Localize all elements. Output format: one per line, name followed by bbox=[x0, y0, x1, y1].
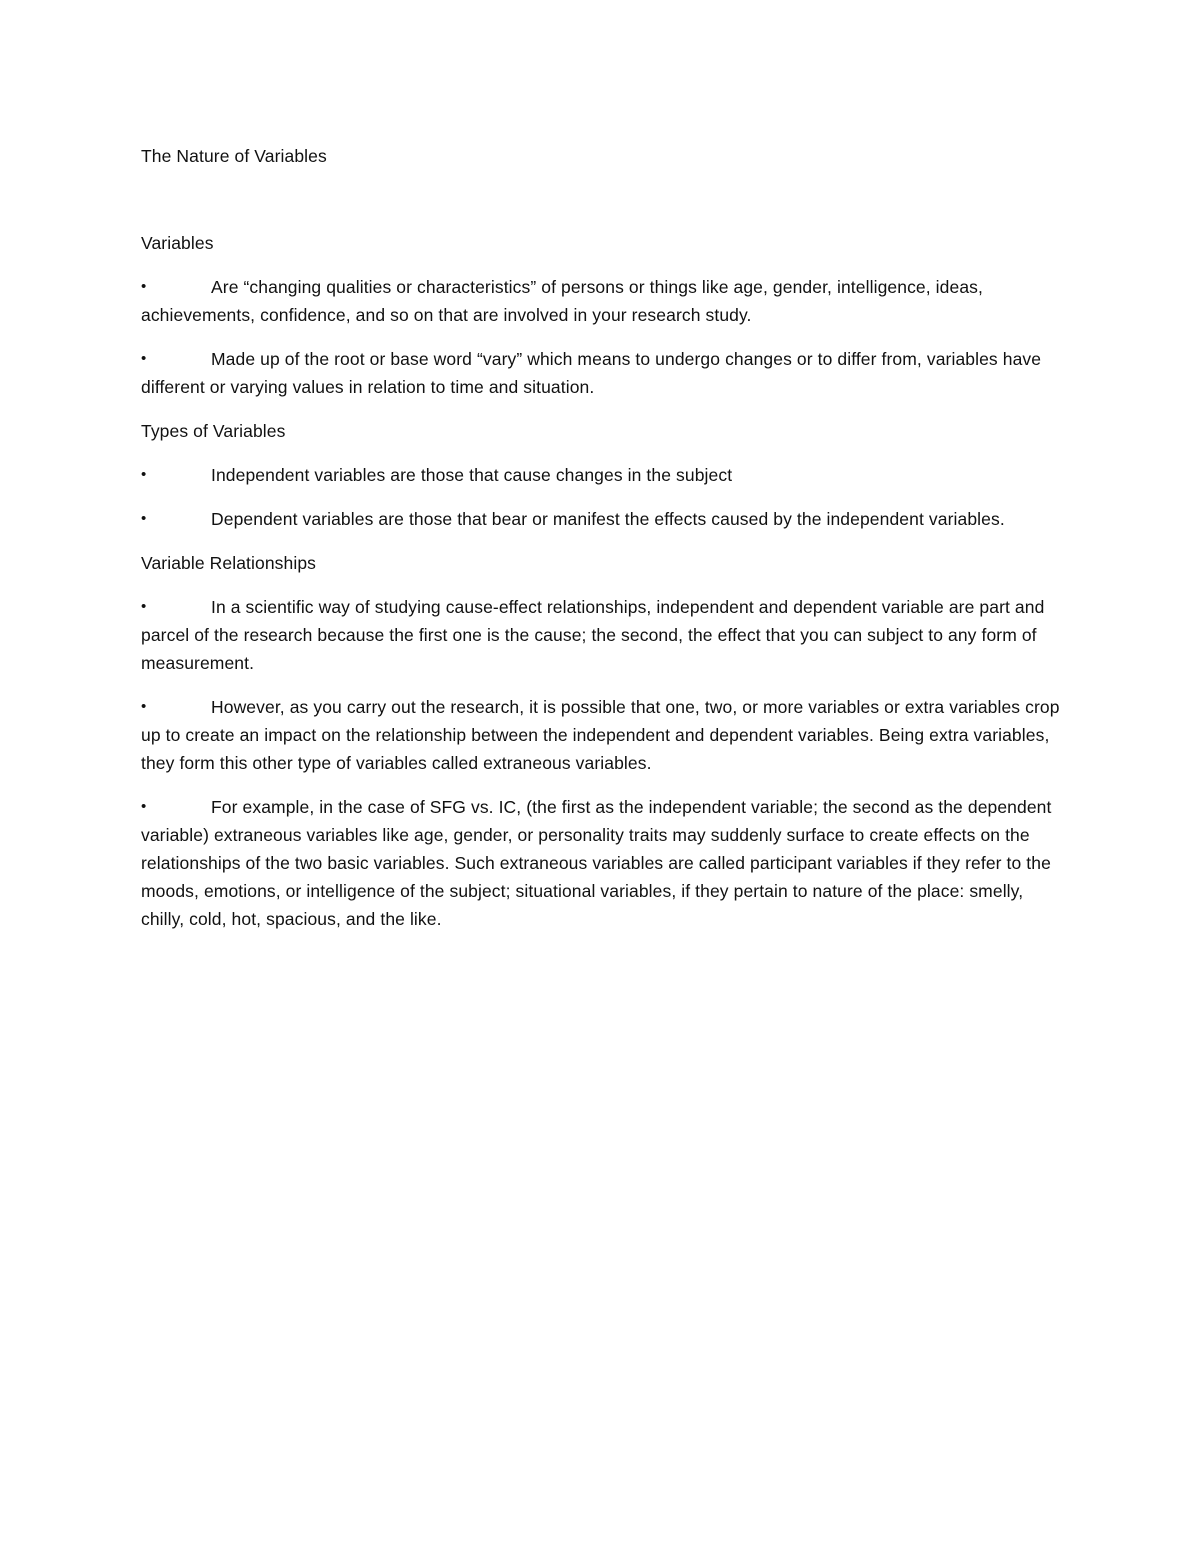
list-item-text: In a scientific way of studying cause-effect relationships, independent and dependent variable are part and parcel of the research because the first one is the cause; the second, the effect that you can subject to any form of measurement. bbox=[141, 597, 1045, 673]
section-types-of-variables bbox=[141, 417, 1061, 533]
bullet-list bbox=[141, 461, 1061, 533]
bullet-list bbox=[141, 273, 1061, 401]
section-heading: Variables bbox=[141, 233, 214, 253]
bullet-icon: • bbox=[141, 598, 147, 615]
list-item bbox=[141, 593, 1061, 677]
list-item-text: For example, in the case of SFG vs. IC, (the first as the independent variable; the second as the dependent variable) extraneous variables like age, gender, or personality traits may suddenly surface to create effects on the relationships of the two basic variables. Such extraneous variables are called participant variables if they refer to the moods, emotions, or intelligence of the subject; situational variables, if they pertain to nature of the place: smelly, chilly, cold, hot, spacious, and the like. bbox=[141, 797, 1052, 929]
bullet-icon: • bbox=[141, 698, 147, 715]
list-item-text: Made up of the root or base word “vary” which means to undergo changes or to differ from, variables have different or varying values in relation to time and situation. bbox=[141, 349, 1042, 397]
section-variable-relationships bbox=[141, 549, 1061, 933]
section-heading: Types of Variables bbox=[141, 421, 286, 441]
list-item-text: Dependent variables are those that bear or manifest the effects caused by the independent variables. bbox=[211, 509, 1005, 529]
list-item bbox=[141, 793, 1061, 933]
bullet-icon: • bbox=[141, 350, 147, 367]
list-item-text: However, as you carry out the research, it is possible that one, two, or more variables or extra variables crop up to create an impact on the relationship between the independent and dependent variables. Being extra variables, they form this other type of variables called extraneous variables. bbox=[141, 697, 1060, 773]
list-item bbox=[141, 461, 1061, 489]
document-title: The Nature of Variables bbox=[141, 146, 327, 166]
bullet-icon: • bbox=[141, 466, 147, 483]
bullet-list bbox=[141, 593, 1061, 933]
list-item-text: Are “changing qualities or characteristics” of persons or things like age, gender, intelligence, ideas, achievements, confidence, and so on that are involved in your research study. bbox=[141, 277, 983, 325]
list-item-text: Independent variables are those that cause changes in the subject bbox=[211, 465, 733, 485]
section-heading: Variable Relationships bbox=[141, 553, 317, 573]
bullet-icon: • bbox=[141, 798, 147, 815]
list-item bbox=[141, 345, 1061, 401]
list-item bbox=[141, 273, 1061, 329]
section-variables bbox=[141, 229, 1061, 401]
bullet-icon: • bbox=[141, 510, 147, 527]
document-body bbox=[141, 142, 1061, 949]
list-item bbox=[141, 505, 1061, 533]
list-item bbox=[141, 693, 1061, 777]
bullet-icon: • bbox=[141, 278, 147, 295]
